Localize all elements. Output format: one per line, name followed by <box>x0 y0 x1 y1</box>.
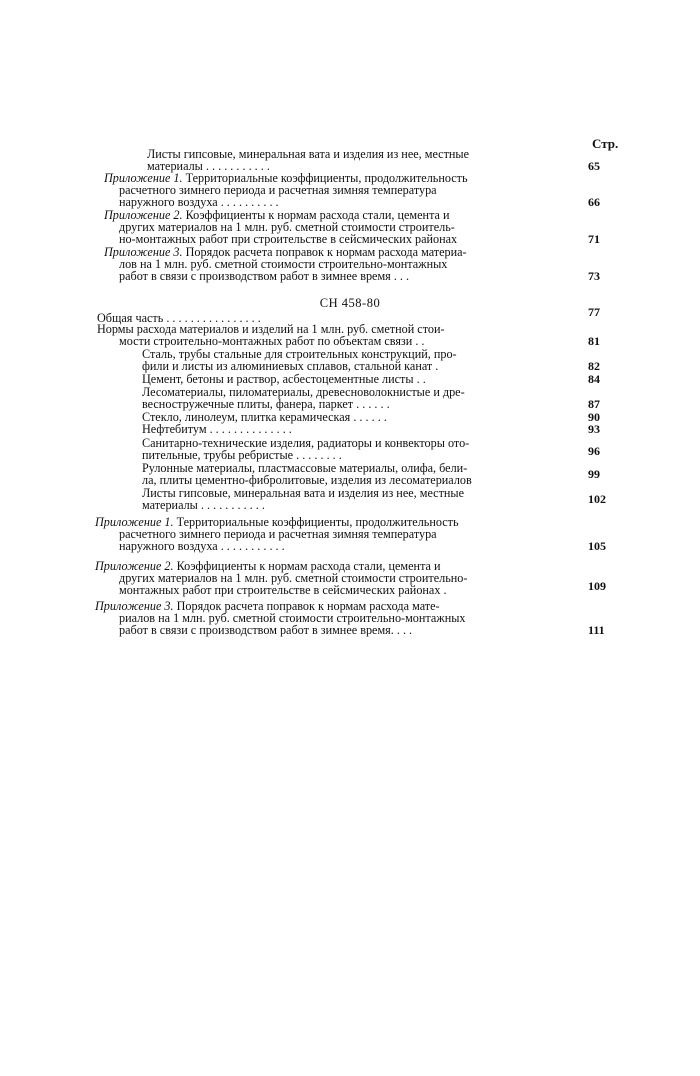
toc-entry-line: наружного воздуха . . . . . . . . . . . <box>119 539 285 553</box>
toc-entry-line: Цемент, бетоны и раствор, асбестоцементные листы . . <box>142 372 426 386</box>
toc-entry-page: 102 <box>588 492 606 506</box>
toc-entry-line: работ в связи с производством работ в зимнее время. . . . <box>119 623 413 637</box>
toc-entry-line: материалы . . . . . . . . . . . <box>142 498 265 512</box>
toc-entry-line: мости строительно-монтажных работ по объектам связи . . <box>119 334 425 348</box>
appendix-label: Приложение 2. <box>95 559 174 573</box>
toc-entry-line: других материалов на 1 млн. руб. сметной стоимости строитель- <box>119 220 455 234</box>
toc-entry-line: Рулонные материалы, пластмассовые материалы, олифа, бели- <box>142 461 468 475</box>
toc-entry-page: 109 <box>588 579 606 593</box>
toc-entry-page: 81 <box>588 334 600 348</box>
toc-entry-line: но-монтажных работ при строительстве в сейсмических районах <box>119 232 458 246</box>
toc-entry-line: монтажных работ при строительстве в сейсмических районах . <box>119 583 447 597</box>
appendix-label: Приложение 2. <box>104 208 183 222</box>
toc-entry-page: 96 <box>588 444 600 458</box>
appendix-label: Приложение 3. <box>95 599 174 613</box>
toc-entry-line: наружного воздуха . . . . . . . . . . <box>119 195 279 209</box>
toc-entry-page: 73 <box>588 269 600 283</box>
toc-entry-line: Общая часть . . . . . . . . . . . . . . . . <box>97 311 261 325</box>
toc-entry-line: Нефтебитум . . . . . . . . . . . . . . <box>142 422 292 436</box>
appendix-label: Приложение 1. <box>95 515 174 529</box>
appendix-label: Приложение 3. <box>104 245 183 259</box>
toc-entry-line: расчетного зимнего периода и расчетная зимняя температура <box>119 183 437 197</box>
toc-entry-page: 99 <box>588 467 600 481</box>
toc-entry-line: Порядок расчета поправок к нормам расхода мате- <box>176 599 440 613</box>
toc-entry-line: работ в связи с производством работ в зимнее время . . . <box>119 269 410 283</box>
toc-entry-line: Лесоматериалы, пиломатериалы, древесноволокнистые и дре- <box>142 385 465 399</box>
toc-entry-page: 82 <box>588 359 600 373</box>
toc-entry-line: Санитарно-технические изделия, радиаторы и конвекторы ото- <box>142 436 470 450</box>
toc-entry-page: 93 <box>588 422 600 436</box>
toc-entry-line: Территориальные коэффициенты, продолжительность <box>176 515 459 529</box>
toc-entry-line: риалов на 1 млн. руб. сметной стоимости строительно-монтажных <box>119 611 466 625</box>
toc-entry-line: Нормы расхода материалов и изделий на 1 млн. руб. сметной стои- <box>97 322 445 336</box>
toc-entry-line: расчетного зимнего периода и расчетная зимняя температура <box>119 527 437 541</box>
toc-entry-line: весностружечные плиты, фанера, паркет . . . . . . <box>142 397 390 411</box>
toc-entry-line: Территориальные коэффициенты, продолжительность <box>185 171 468 185</box>
toc-entry-line: Сталь, трубы стальные для строительных конструкций, про- <box>142 347 457 361</box>
toc-entry-line: лов на 1 млн. руб. сметной стоимости строительно-монтажных <box>119 257 448 271</box>
toc-entry-line: Стекло, линолеум, плитка керамическая . . . . . . <box>142 410 387 424</box>
toc-entry-page: 66 <box>588 195 600 209</box>
toc-entry-page: 90 <box>588 410 600 424</box>
toc-entry-line: Коэффициенты к нормам расхода стали, цемента и <box>176 559 441 573</box>
toc-entry-page: 87 <box>588 397 600 411</box>
toc-entry-line: Порядок расчета поправок к нормам расхода материа- <box>185 245 467 259</box>
toc-entry-page: 71 <box>588 232 600 246</box>
toc-entry-line: ла, плиты цементно-фибролитовые, изделия из лесоматериалов <box>142 473 472 487</box>
toc-entry-line: пительные, трубы ребристые . . . . . . . . <box>142 448 342 462</box>
page-column-label: Стр. <box>592 136 619 151</box>
toc-entry-line: других материалов на 1 млн. руб. сметной стоимости строительно- <box>119 571 468 585</box>
toc-entry-line: Листы гипсовые, минеральная вата и изделия из нее, местные <box>147 147 470 161</box>
toc-entry-line: материалы . . . . . . . . . . . <box>147 159 270 173</box>
toc-entry-page: 77 <box>588 305 600 319</box>
section-heading: СН 458-80 <box>319 296 381 310</box>
toc-entry-page: 111 <box>588 623 605 637</box>
toc-entry-page: 65 <box>588 159 600 173</box>
toc-entry-page: 105 <box>588 539 606 553</box>
toc-entry-line: Коэффициенты к нормам расхода стали, цемента и <box>185 208 450 222</box>
appendix-label: Приложение 1. <box>104 171 183 185</box>
toc-entry-line: Листы гипсовые, минеральная вата и изделия из нее, местные <box>142 486 465 500</box>
toc-entry-line: фили и листы из алюминиевых сплавов, стальной канат . <box>142 359 439 373</box>
toc-entry-page: 84 <box>588 372 600 386</box>
